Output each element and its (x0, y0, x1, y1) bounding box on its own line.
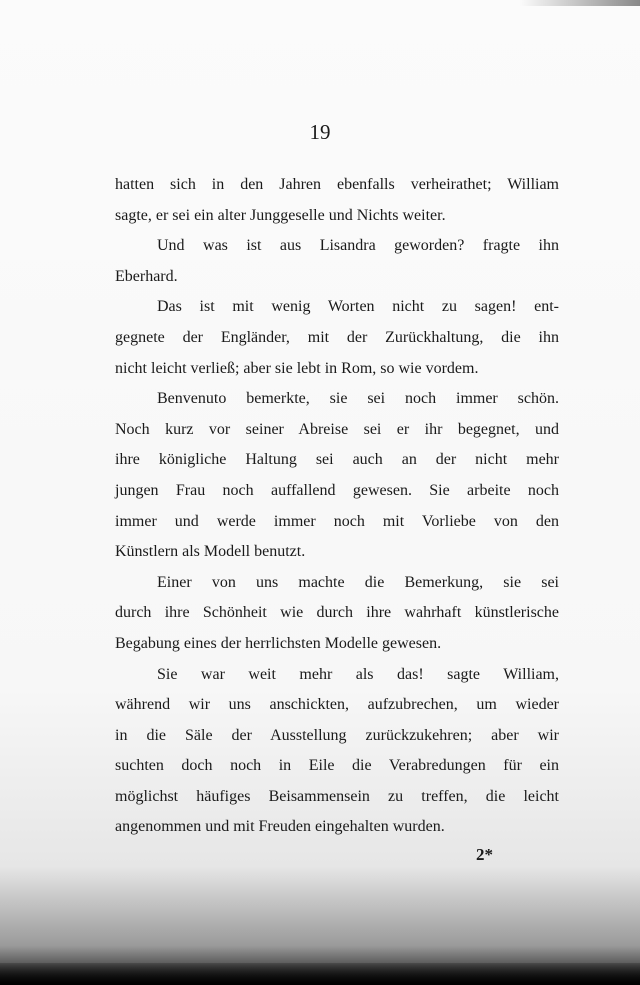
text-line: Künstlern als Modell benutzt. (115, 543, 306, 561)
text-line: immer und werde immer noch mit Vorliebe von den (115, 512, 559, 530)
signature-mark: 2* (476, 845, 493, 864)
text-line: Einer von uns machte die Bemerkung, sie sei (157, 573, 559, 591)
text-line: ihre königliche Haltung sei auch an der nicht mehr (115, 451, 559, 469)
text-line: Noch kurz vor seiner Abreise sei er ihr begegnet, und (115, 420, 559, 438)
page-edge-shadow (520, 0, 640, 6)
text-line: möglichst häufiges Beisammensein zu treffen, die leicht (115, 787, 559, 805)
text-line: suchten doch noch in Eile die Verabredungen für ein (115, 757, 559, 775)
text-line: während wir uns anschickten, aufzubrechen, um wieder (115, 696, 559, 714)
text-line: Benvenuto bemerkte, sie sei noch immer schön. (157, 390, 559, 408)
scan-bottom-shadow (0, 963, 640, 985)
text-line: jungen Frau noch auffallend gewesen. Sie arbeite noch (115, 481, 559, 499)
text-line: gegnete der Engländer, mit der Zurückhaltung, die ihn (115, 328, 559, 346)
text-line: nicht leicht verließ; aber sie lebt in Rom, so wie vordem. (115, 359, 479, 377)
text-line: durch ihre Schönheit wie durch ihre wahrhaft künstlerische (115, 604, 559, 622)
text-line: Und was ist aus Lisandra geworden? fragte ihn (157, 237, 559, 255)
text-line: Das ist mit wenig Worten nicht zu sagen! ent- (157, 298, 559, 316)
text-line: angenommen und mit Freuden eingehalten wurden. (115, 818, 445, 836)
text-line: Sie war weit mehr als das! sagte William, (157, 665, 559, 683)
text-line: hatten sich in den Jahren ebenfalls verheirathet; William (115, 176, 559, 193)
text-line: in die Säle der Ausstellung zurückzukehren; aber wir (115, 726, 559, 744)
body-text (115, 170, 559, 843)
page-number: 19 (309, 120, 331, 144)
text-line: Begabung eines der herrlichsten Modelle gewesen. (115, 634, 442, 652)
text-line: Eberhard. (115, 267, 178, 285)
text-line: sagte, er sei ein alter Junggeselle und Nichts weiter. (115, 206, 446, 224)
